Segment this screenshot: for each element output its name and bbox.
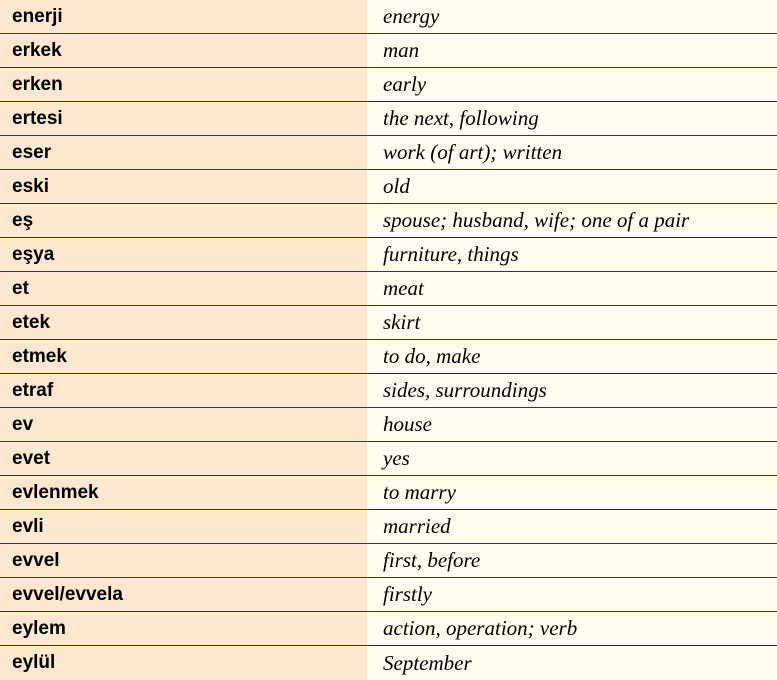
turkish-word: erken	[0, 68, 367, 102]
english-translation: energy	[367, 0, 777, 34]
english-translation: to do, make	[367, 340, 777, 374]
turkish-word: eski	[0, 170, 367, 204]
english-translation: action, operation; verb	[367, 612, 777, 646]
turkish-word: evlenmek	[0, 476, 367, 510]
turkish-word: evvel	[0, 544, 367, 578]
english-translation: spouse; husband, wife; one of a pair	[367, 204, 777, 238]
table-row	[0, 170, 777, 204]
table-row	[0, 0, 777, 34]
turkish-word: ertesi	[0, 102, 367, 136]
table-row	[0, 510, 777, 544]
turkish-word: erkek	[0, 34, 367, 68]
turkish-word: enerji	[0, 0, 367, 34]
turkish-word: evet	[0, 442, 367, 476]
table-row	[0, 374, 777, 408]
turkish-word: etraf	[0, 374, 367, 408]
table-row	[0, 68, 777, 102]
table-row	[0, 34, 777, 68]
table-row	[0, 238, 777, 272]
english-translation: the next, following	[367, 102, 777, 136]
turkish-word: eşya	[0, 238, 367, 272]
turkish-word: evvel/evvela	[0, 578, 367, 612]
english-translation: yes	[367, 442, 777, 476]
english-translation: man	[367, 34, 777, 68]
turkish-word: eser	[0, 136, 367, 170]
table-row	[0, 204, 777, 238]
turkish-word: etmek	[0, 340, 367, 374]
english-translation: furniture, things	[367, 238, 777, 272]
turkish-word: et	[0, 272, 367, 306]
english-translation: married	[367, 510, 777, 544]
turkish-word: eylül	[0, 646, 367, 680]
english-translation: old	[367, 170, 777, 204]
english-translation: first, before	[367, 544, 777, 578]
table-row	[0, 476, 777, 510]
table-row	[0, 408, 777, 442]
table-row	[0, 578, 777, 612]
table-row	[0, 442, 777, 476]
table-row	[0, 340, 777, 374]
table-row	[0, 102, 777, 136]
table-row	[0, 646, 777, 680]
table-row	[0, 306, 777, 340]
turkish-word: evli	[0, 510, 367, 544]
table-row	[0, 544, 777, 578]
english-translation: meat	[367, 272, 777, 306]
english-translation: work (of art); written	[367, 136, 777, 170]
table-row	[0, 136, 777, 170]
english-translation: early	[367, 68, 777, 102]
turkish-word: etek	[0, 306, 367, 340]
english-translation: sides, surroundings	[367, 374, 777, 408]
turkish-word: eş	[0, 204, 367, 238]
english-translation: September	[367, 646, 777, 680]
table-row	[0, 612, 777, 646]
english-translation: house	[367, 408, 777, 442]
turkish-word: eylem	[0, 612, 367, 646]
turkish-word: ev	[0, 408, 367, 442]
english-translation: skirt	[367, 306, 777, 340]
table-row	[0, 272, 777, 306]
english-translation: to marry	[367, 476, 777, 510]
english-translation: firstly	[367, 578, 777, 612]
